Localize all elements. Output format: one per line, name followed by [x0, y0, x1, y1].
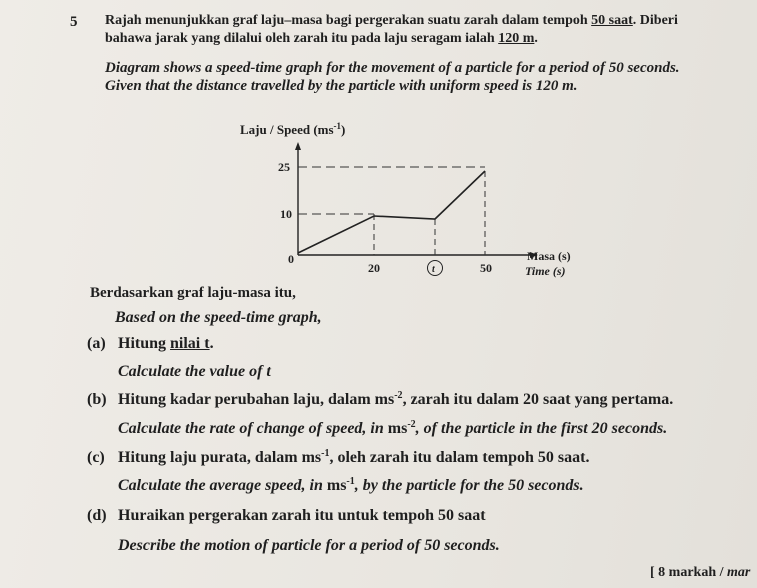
y-tick-25: 25	[278, 160, 290, 174]
question-text-ms-line2	[105, 31, 538, 47]
part-b-en-text: Calculate the rate of change of speed, in	[118, 420, 388, 437]
part-b-en-unit: ms	[387, 420, 408, 437]
part-b-en	[118, 420, 667, 438]
ms-line1-end: . Diberi	[632, 13, 678, 28]
part-b-label: (b)	[87, 391, 107, 408]
part-c-ms-text: Hitung laju purata, dalam ms	[118, 449, 322, 466]
part-c-en-unit: ms	[326, 477, 347, 494]
y-axis-label: Laju / Speed $(ms^{-1})$	[240, 121, 346, 137]
question-text-en-line2: Given that the distance travelled by the particle with uniform speed is 120 m.	[105, 78, 578, 94]
part-c-label: (c)	[87, 449, 105, 466]
part-d-en: Describe the motion of particle for a period of 50 seconds.	[118, 537, 500, 554]
part-b-ms	[118, 391, 673, 409]
part-b-ms-sup: -2	[394, 390, 403, 401]
part-b-ms-end: , zarah itu dalam 20 saat yang pertama.	[402, 391, 674, 408]
intro-ms: Berdasarkan graf laju-masa itu,	[90, 285, 296, 301]
part-c-en	[118, 477, 584, 495]
part-c-ms-sup: -1	[321, 448, 330, 459]
x-tick-20: 20	[368, 261, 380, 275]
part-c-en-end: , by the particle for the 50 seconds.	[354, 477, 584, 494]
part-d-label: (d)	[87, 507, 107, 524]
y-tick-0: 0	[288, 252, 294, 266]
x-axis-label-ms: Masa (s)	[527, 249, 571, 263]
part-b-ms-text: Hitung kadar perubahan laju, dalam ms	[118, 391, 395, 408]
x-tick-t: t	[432, 264, 435, 275]
question-number: 5	[70, 14, 78, 30]
speed-time-graph	[240, 115, 585, 290]
question-text-en-line1: Diagram shows a speed-time graph for the movement of a particle for a period of 50 seconds.	[105, 60, 680, 76]
part-b-en-sup: -2	[407, 419, 416, 430]
part-a-ms-end: .	[209, 335, 214, 352]
part-a-ms-underlined: nilai t	[170, 335, 210, 352]
part-a-ms	[118, 335, 214, 353]
ms-line2-text: bahawa jarak yang dilalui oleh zarah itu pada laju seragam ialah	[105, 31, 499, 46]
part-c-en-text: Calculate the average speed, in	[118, 477, 327, 494]
part-b-en-end: , of the particle in the first 20 seconds.	[415, 420, 668, 437]
y-axis-arrow	[295, 142, 301, 150]
marks-label	[650, 565, 750, 581]
part-c-ms-end: , oleh zarah itu dalam tempoh 50 saat.	[329, 449, 590, 466]
x-axis-label-en: Time (s)	[525, 264, 566, 278]
intro-en: Based on the speed-time graph,	[115, 309, 322, 326]
distance-underlined: 120 m	[498, 31, 535, 46]
ms-line1-text: Rajah menunjukkan graf laju–masa bagi pergerakan suatu zarah dalam tempoh	[105, 13, 592, 28]
y-tick-10: 10	[280, 207, 292, 221]
part-a-label: (a)	[87, 335, 106, 352]
x-tick-t-circle	[428, 261, 443, 276]
part-a-en: Calculate the value of t	[118, 363, 271, 380]
period-underlined: 50 saat	[591, 13, 633, 28]
x-tick-50: 50	[480, 261, 492, 275]
part-c-en-sup: -1	[346, 476, 355, 487]
part-a-ms-text: Hitung	[118, 335, 171, 352]
part-d-ms: Huraikan pergerakan zarah itu untuk tempoh 50 saat	[118, 507, 486, 524]
speed-line	[298, 171, 485, 253]
part-c-ms	[118, 449, 589, 467]
question-text-ms-line1	[105, 13, 678, 29]
marks-ms: [ 8 markah /	[650, 565, 727, 580]
marks-en: mar	[727, 565, 751, 580]
ms-line2-end: .	[534, 31, 538, 46]
